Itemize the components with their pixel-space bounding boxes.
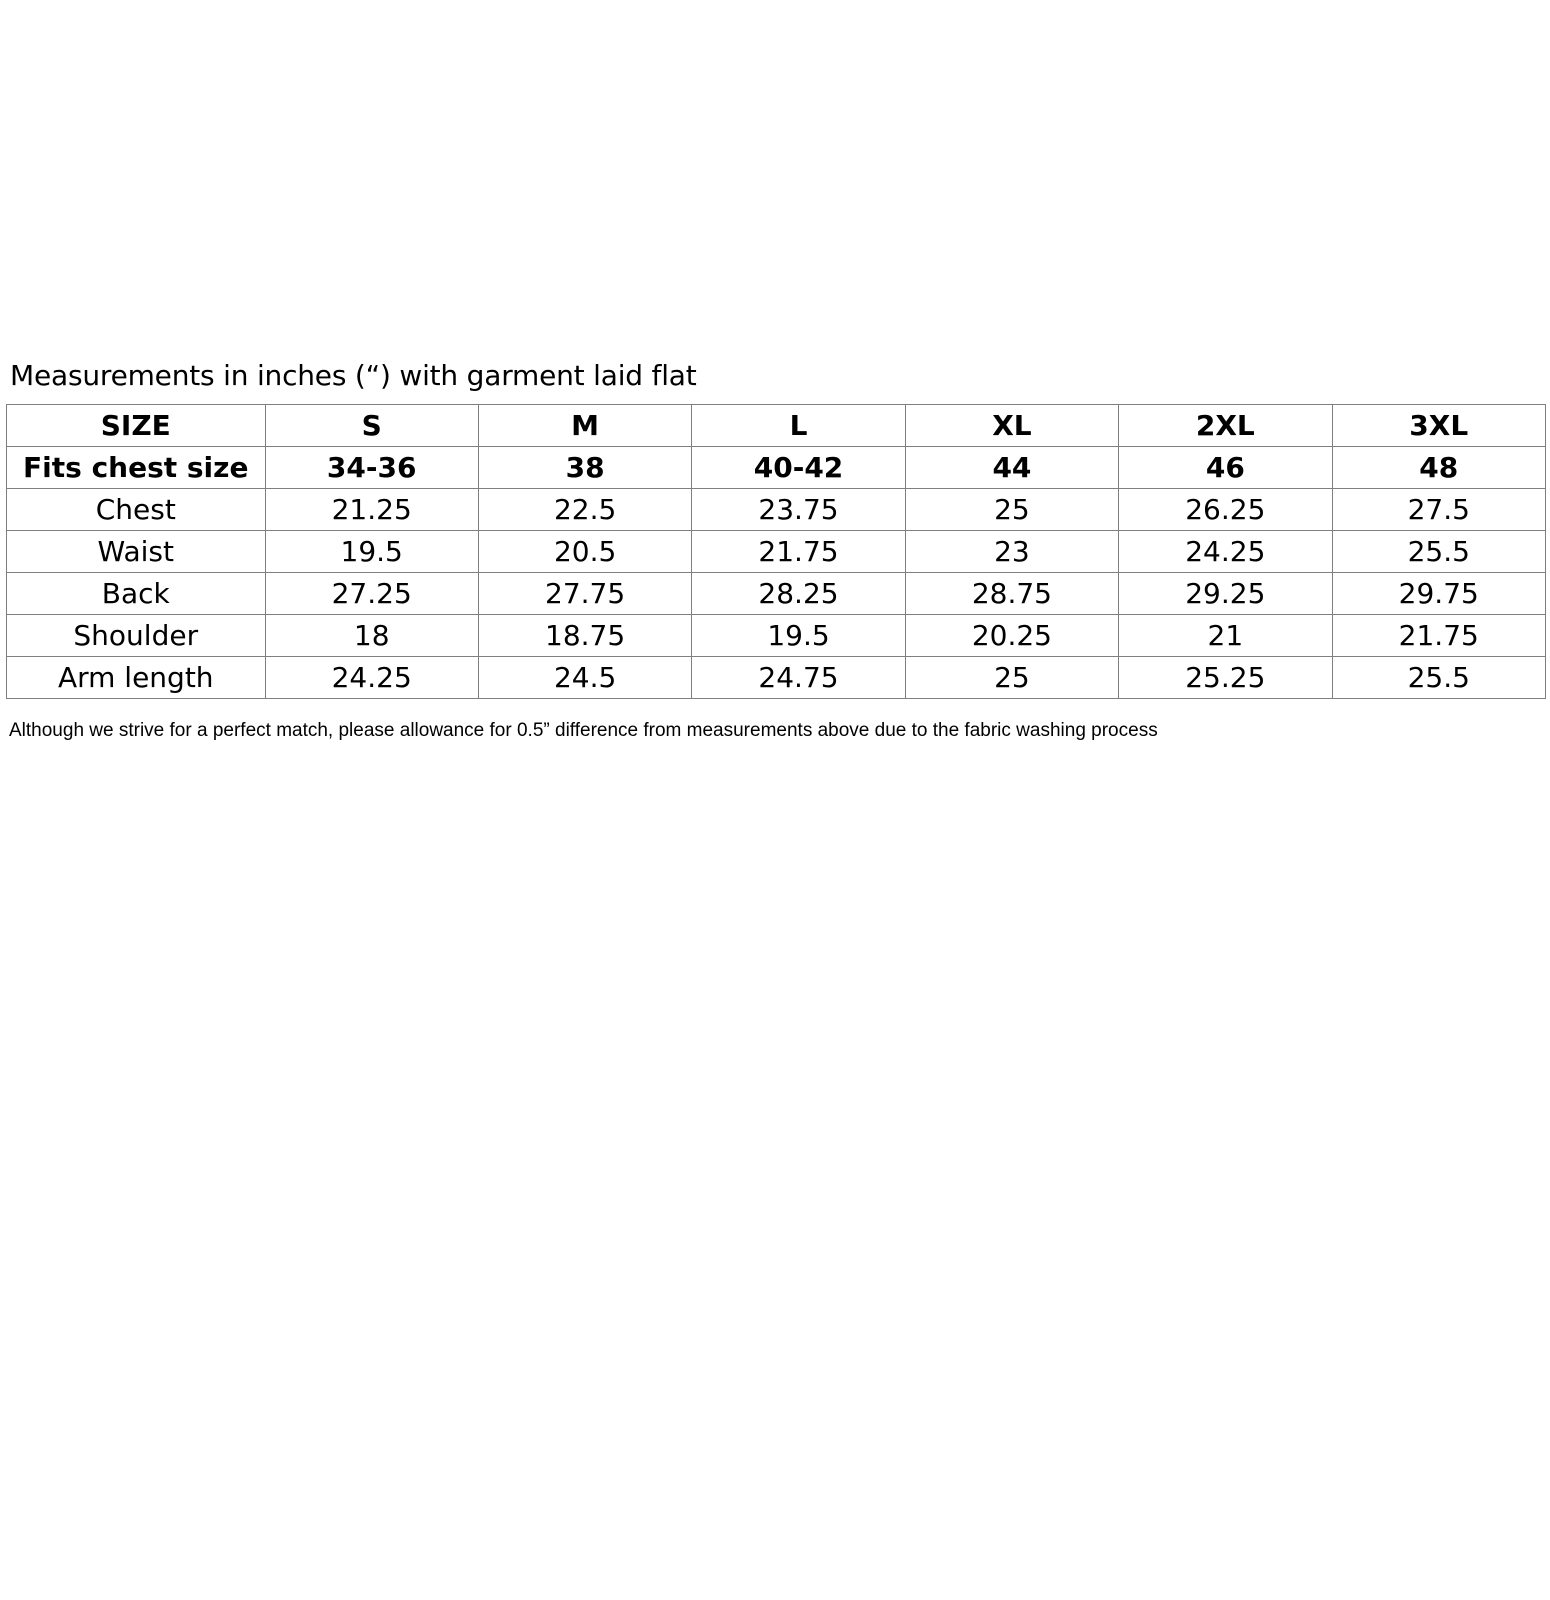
- measurement-caption: Measurements in inches (“) with garment laid flat: [10, 359, 697, 392]
- measurement-row: [7, 657, 1546, 699]
- measurement-value: 24.25: [265, 657, 478, 699]
- measurement-value: 23.75: [692, 489, 905, 531]
- measurement-label: Back: [7, 573, 266, 615]
- measurement-value: 19.5: [692, 615, 905, 657]
- measurement-value: 19.5: [265, 531, 478, 573]
- measurement-value: 27.75: [478, 573, 691, 615]
- measurement-value: 20.25: [905, 615, 1118, 657]
- measurement-value: 24.5: [478, 657, 691, 699]
- measurement-label: Arm length: [7, 657, 266, 699]
- measurement-row: [7, 615, 1546, 657]
- size-header-cell: M: [478, 405, 691, 447]
- measurement-value: 34-36: [265, 447, 478, 489]
- measurement-value: 22.5: [478, 489, 691, 531]
- size-chart-body: [7, 405, 1546, 699]
- measurement-row: [7, 489, 1546, 531]
- measurement-label: Fits chest size: [7, 447, 266, 489]
- measurement-value: 21.25: [265, 489, 478, 531]
- size-chart-table: [6, 404, 1546, 699]
- measurement-value: 27.5: [1332, 489, 1545, 531]
- measurement-value: 21: [1119, 615, 1332, 657]
- measurement-value: 25.5: [1332, 531, 1545, 573]
- measurement-row: [7, 573, 1546, 615]
- measurement-value: 24.25: [1119, 531, 1332, 573]
- measurement-value: 48: [1332, 447, 1545, 489]
- size-header-cell: L: [692, 405, 905, 447]
- measurement-value: 23: [905, 531, 1118, 573]
- measurement-value: 25.5: [1332, 657, 1545, 699]
- measurement-value: 38: [478, 447, 691, 489]
- measurement-value: 25: [905, 489, 1118, 531]
- measurement-row: [7, 447, 1546, 489]
- measurement-value: 21.75: [1332, 615, 1545, 657]
- size-header-cell: 2XL: [1119, 405, 1332, 447]
- size-header-row: [7, 405, 1546, 447]
- measurement-value: 28.75: [905, 573, 1118, 615]
- size-header-cell: 3XL: [1332, 405, 1545, 447]
- measurement-label: Chest: [7, 489, 266, 531]
- measurement-value: 21.75: [692, 531, 905, 573]
- measurement-value: 18.75: [478, 615, 691, 657]
- measurement-value: 44: [905, 447, 1118, 489]
- size-header-label: SIZE: [7, 405, 266, 447]
- measurement-row: [7, 531, 1546, 573]
- measurement-value: 29.25: [1119, 573, 1332, 615]
- measurement-value: 27.25: [265, 573, 478, 615]
- size-header-cell: S: [265, 405, 478, 447]
- washing-footnote: Although we strive for a perfect match, please allowance for 0.5” difference from measurements above due to the fabric washing process: [9, 720, 1158, 741]
- measurement-value: 25: [905, 657, 1118, 699]
- measurement-value: 40-42: [692, 447, 905, 489]
- measurement-value: 25.25: [1119, 657, 1332, 699]
- measurement-value: 24.75: [692, 657, 905, 699]
- measurement-value: 20.5: [478, 531, 691, 573]
- measurement-value: 18: [265, 615, 478, 657]
- measurement-value: 28.25: [692, 573, 905, 615]
- size-header-cell: XL: [905, 405, 1118, 447]
- measurement-label: Waist: [7, 531, 266, 573]
- measurement-value: 29.75: [1332, 573, 1545, 615]
- measurement-label: Shoulder: [7, 615, 266, 657]
- measurement-value: 46: [1119, 447, 1332, 489]
- measurement-value: 26.25: [1119, 489, 1332, 531]
